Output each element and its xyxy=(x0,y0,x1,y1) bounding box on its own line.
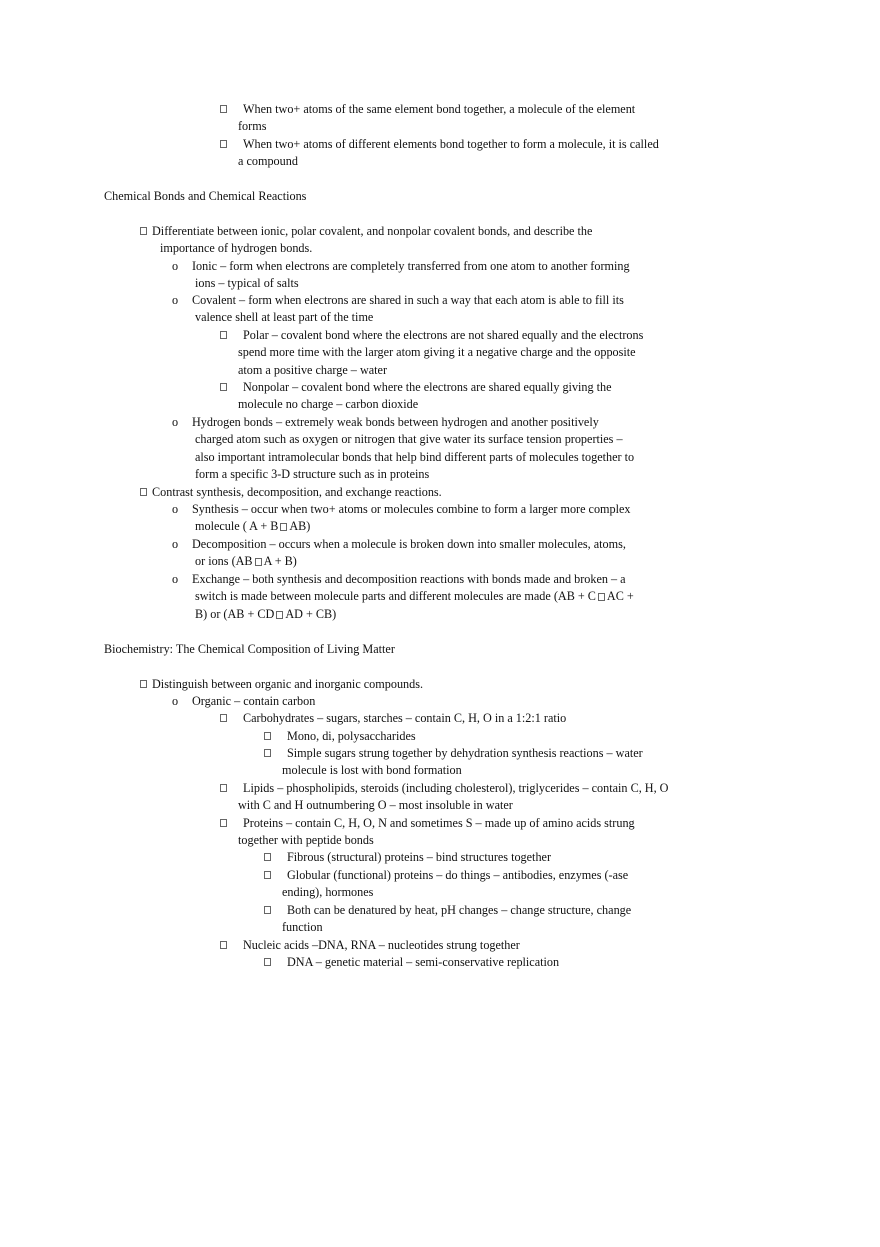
item-exchange: o Exchange – both synthesis and decomposition reactions with bonds made and broken – a switch is made between molecule parts and different molecules are made (AB + C AC + B) or (AB + CD AD + CB) xyxy=(172,572,634,621)
item-covalent: o Covalent – form when electrons are shared in such a way that each atom is able to fill its valence shell at least part of the time xyxy=(172,293,624,325)
checkbox-bullet-icon xyxy=(262,849,273,866)
bullet-compound: When two+ atoms of different elements bond together to form a molecule, it is called a compound xyxy=(238,136,659,171)
bullet-element-molecule: When two+ atoms of the same element bond together, a molecule of the element forms xyxy=(238,101,635,136)
circle-bullet: o xyxy=(172,259,179,273)
item-dna: DNA – genetic material – semi-conservative replication xyxy=(282,954,559,971)
checkbox-bullet-icon xyxy=(262,954,273,971)
item-ionic: o Ionic – form when electrons are completely transferred from one atom to another forming ions – typical of salts xyxy=(172,259,630,291)
objective-organic-inorganic: Distinguish between organic and inorganic compounds. xyxy=(152,676,423,693)
objective-reactions: Contrast synthesis, decomposition, and exchange reactions. xyxy=(152,484,442,501)
item-decomposition: o Decomposition – occurs when a molecule is broken down into smaller molecules, atoms, or ions (AB A + B) xyxy=(172,537,626,569)
item-fibrous: Fibrous (structural) proteins – bind structures together xyxy=(282,849,551,866)
checkbox-bullet-icon xyxy=(138,223,149,240)
circle-bullet: o xyxy=(172,537,179,551)
circle-bullet: o xyxy=(172,502,179,516)
checkbox-bullet-icon xyxy=(218,327,229,344)
circle-bullet: o xyxy=(172,694,179,708)
checkbox-bullet-icon xyxy=(218,780,229,797)
checkbox-bullet-icon xyxy=(218,379,229,396)
item-proteins: Proteins – contain C, H, O, N and sometimes S – made up of amino acids strung together with peptide bonds xyxy=(238,815,635,850)
checkbox-bullet-icon xyxy=(262,867,273,884)
circle-bullet: o xyxy=(172,572,179,586)
item-nucleic-acids: Nucleic acids –DNA, RNA – nucleotides strung together xyxy=(238,937,520,954)
arrow-glyph-icon xyxy=(280,523,287,531)
item-hydrogen-bonds: o Hydrogen bonds – extremely weak bonds between hydrogen and another positively charged atom such as oxygen or nitrogen that give water its surface tension properties – also important intramolecular bonds that help bind different parts of molecules together to form a specific 3-D structure such as in proteins xyxy=(172,415,635,482)
checkbox-bullet-icon xyxy=(218,136,229,153)
arrow-glyph-icon xyxy=(276,611,283,619)
checkbox-bullet-icon xyxy=(262,728,273,745)
item-carbohydrates: Carbohydrates – sugars, starches – contain C, H, O in a 1:2:1 ratio xyxy=(238,710,566,727)
section-heading-chemical-bonds: Chemical Bonds and Chemical Reactions xyxy=(104,189,307,203)
item-synthesis: o Synthesis – occur when two+ atoms or molecules combine to form a larger more complex molecule ( A + B AB) xyxy=(172,502,631,534)
item-polar: Polar – covalent bond where the electrons are not shared equally and the electrons spend more time with the larger atom giving it a negative charge and the opposite atom a positive charge – water xyxy=(238,327,643,379)
objective-bond-types: Differentiate between ionic, polar covalent, and nonpolar covalent bonds, and describe the importance of hydrogen bonds. xyxy=(152,223,592,258)
item-denatured: Both can be denatured by heat, pH changes – change structure, change function xyxy=(282,902,631,937)
arrow-glyph-icon xyxy=(598,593,605,601)
section-heading-biochemistry: Biochemistry: The Chemical Composition of Living Matter xyxy=(104,642,395,656)
checkbox-bullet-icon xyxy=(218,937,229,954)
checkbox-bullet-icon xyxy=(138,484,149,501)
item-organic: o Organic – contain carbon xyxy=(192,693,315,710)
circle-bullet: o xyxy=(172,415,179,429)
checkbox-bullet-icon xyxy=(218,101,229,118)
checkbox-bullet-icon xyxy=(218,710,229,727)
item-lipids: Lipids – phospholipids, steroids (including cholesterol), triglycerides – contain C, H, O with C and H outnumbering O – most insoluble in water xyxy=(238,780,669,815)
item-nonpolar: Nonpolar – covalent bond where the electrons are shared equally giving the molecule no charge – carbon dioxide xyxy=(238,379,612,414)
checkbox-bullet-icon xyxy=(218,815,229,832)
checkbox-bullet-icon xyxy=(262,745,273,762)
item-globular: Globular (functional) proteins – do things – antibodies, enzymes (-ase ending), hormones xyxy=(282,867,628,902)
arrow-glyph-icon xyxy=(255,558,262,566)
item-simple-sugars: Simple sugars strung together by dehydration synthesis reactions – water molecule is lost with bond formation xyxy=(282,745,643,780)
item-mono-di-poly: Mono, di, polysaccharides xyxy=(282,728,416,745)
circle-bullet: o xyxy=(172,293,179,307)
checkbox-bullet-icon xyxy=(262,902,273,919)
checkbox-bullet-icon xyxy=(138,676,149,693)
